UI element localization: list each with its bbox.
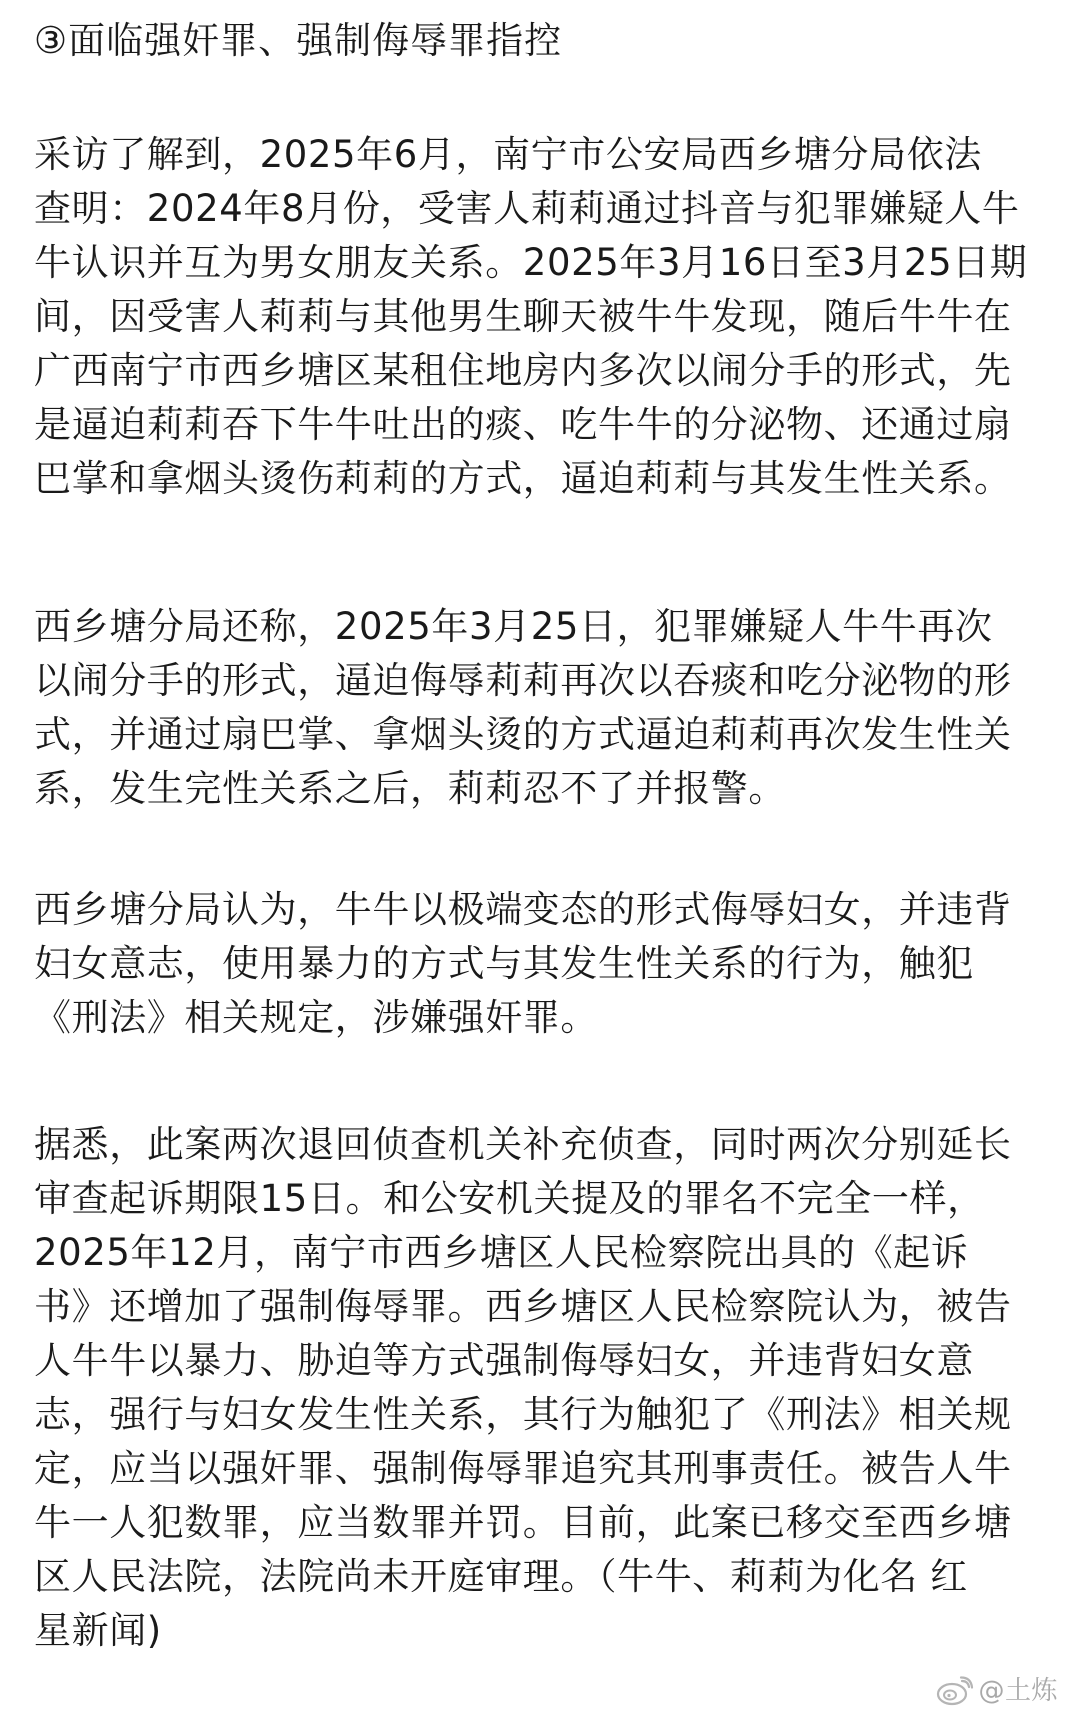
text-line: 西乡塘分局认为，牛牛以极端变态的形式侮辱妇女，并违背 [34, 888, 1012, 931]
article-paragraph-1 [34, 128, 1054, 506]
text-line: 星新闻) [34, 1609, 162, 1652]
text-line: 人牛牛以暴力、胁迫等方式强制侮辱妇女，并违背妇女意 [34, 1339, 974, 1382]
weibo-watermark [936, 1674, 1058, 1708]
article-paragraph-3 [34, 883, 1054, 1045]
text-line: 书》还增加了强制侮辱罪。西乡塘区人民检察院认为，被告 [34, 1285, 1012, 1328]
text-line: 牛一人犯数罪，应当数罪并罚。目前，此案已移交至西乡塘 [34, 1501, 1012, 1544]
text-line: 间，因受害人莉莉与其他男生聊天被牛牛发现，随后牛牛在 [34, 295, 1012, 338]
text-line: 以闹分手的形式，逼迫侮辱莉莉再次以吞痰和吃分泌物的形 [34, 659, 1012, 702]
text-line: 审查起诉期限15日。和公安机关提及的罪名不完全一样， [34, 1177, 985, 1220]
text-line: 是逼迫莉莉吞下牛牛吐出的痰、吃牛牛的分泌物、还通过扇 [34, 403, 1012, 446]
text-line: 查明：2024年8月份，受害人莉莉通过抖音与犯罪嫌疑人牛 [34, 187, 1020, 230]
text-line: 式，并通过扇巴掌、拿烟头烫的方式逼迫莉莉再次发生性关 [34, 713, 1012, 756]
text-line: 志，强行与妇女发生性关系，其行为触犯了《刑法》相关规 [34, 1393, 1012, 1436]
watermark-handle: @土炼 [978, 1676, 1058, 1706]
text-line: 采访了解到，2025年6月，南宁市公安局西乡塘分局依法 [34, 133, 982, 176]
text-line: 牛认识并互为男女朋友关系。2025年3月16日至3月25日期 [34, 241, 1028, 284]
weibo-logo-icon [936, 1676, 974, 1706]
text-line: 2025年12月，南宁市西乡塘区人民检察院出具的《起诉 [34, 1231, 969, 1274]
text-line: 巴掌和拿烟头烫伤莉莉的方式，逼迫莉莉与其发生性关系。 [34, 457, 1012, 500]
text-line: 《刑法》相关规定，涉嫌强奸罪。 [34, 996, 598, 1039]
text-line: 区人民法院，法院尚未开庭审理。（牛牛、莉莉为化名 红 [34, 1555, 968, 1598]
article-paragraph-4 [34, 1118, 1054, 1658]
article-paragraph-2 [34, 600, 1054, 816]
text-line: 妇女意志，使用暴力的方式与其发生性关系的行为，触犯 [34, 942, 974, 985]
text-line: 据悉，此案两次退回侦查机关补充侦查，同时两次分别延长 [34, 1123, 1012, 1166]
section-title: ③面临强奸罪、强制侮辱罪指控 [34, 19, 563, 62]
text-line: 定，应当以强奸罪、强制侮辱罪追究其刑事责任。被告人牛 [34, 1447, 1012, 1490]
text-line: 西乡塘分局还称，2025年3月25日，犯罪嫌疑人牛牛再次 [34, 605, 993, 648]
text-line: 系，发生完性关系之后，莉莉忍不了并报警。 [34, 767, 786, 810]
text-line: 广西南宁市西乡塘区某租住地房内多次以闹分手的形式，先 [34, 349, 1012, 392]
